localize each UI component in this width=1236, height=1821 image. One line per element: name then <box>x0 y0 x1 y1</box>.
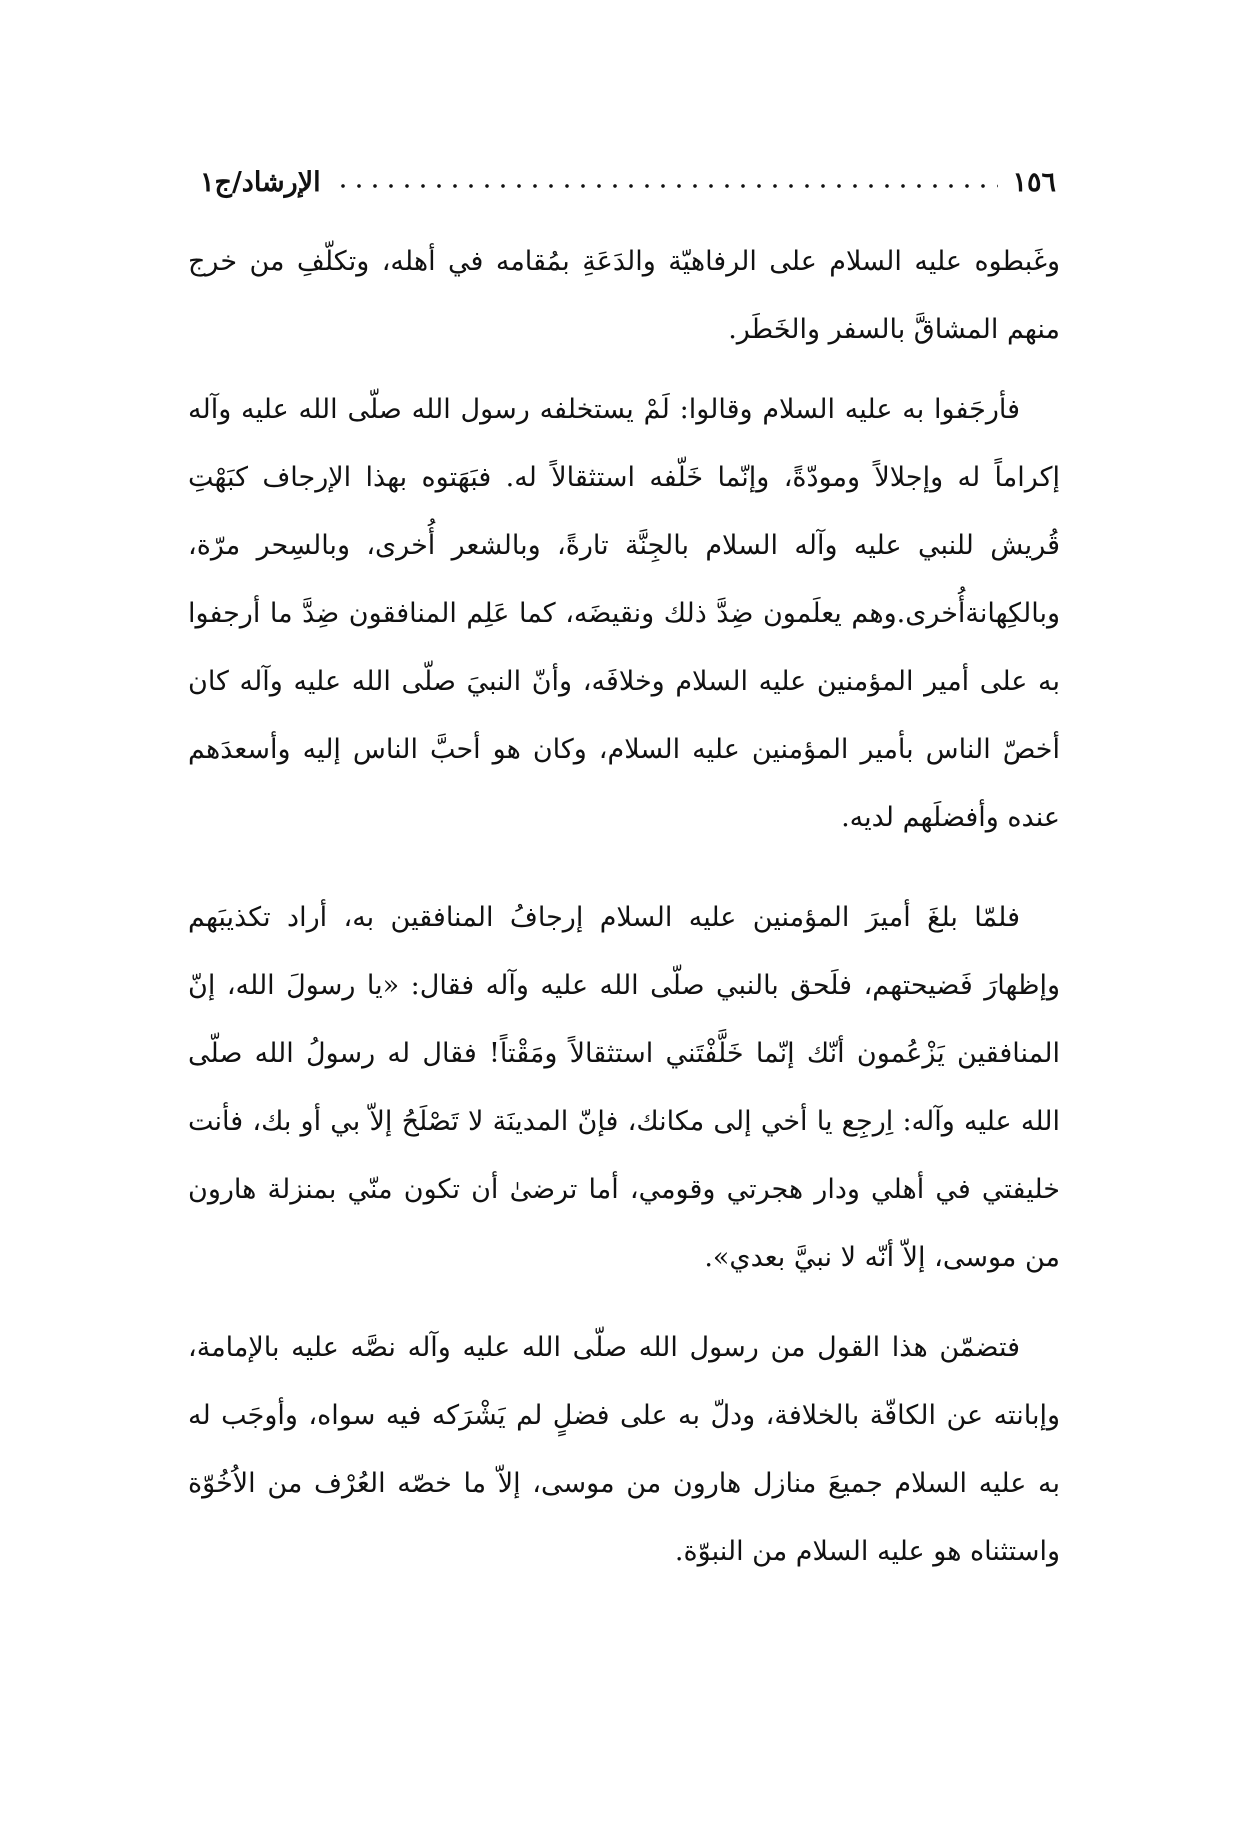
page-number: ١٥٦ <box>1012 166 1056 198</box>
page-body <box>188 228 1060 1586</box>
running-title: الإرشاد/ج١ <box>200 166 321 198</box>
paragraph-1: وغَبطوه عليه السلام على الرفاهيّة والدَعَةِ بمُقامه في أهله، وتكلّفِ من خرج منهم المشاقَّ بالسفر والخَطَر. <box>188 246 1060 345</box>
dot-leader <box>335 184 999 188</box>
paragraph-3: فلمّا بلغَ أميرَ المؤمنين عليه السلام إرجافُ المنافقين به، أراد تكذيبَهم وإظهارَ فَضيحتهم، فلَحق بالنبي صلّى الله عليه وآله فقال: «يا رسولَ الله، إنّ المنافقين يَزْعُمون أنّك إنّما خَلَّفْتَني استثقالاً ومَقْتاً! فقال له رسولُ الله صلّى الله عليه وآله: اِرجِع يا أخي إلى مكانك، فإنّ المدينَة لا تَصْلَحُ إلاّ بي أو بك، فأنت خليفتي في أهلي ودار هجرتي وقومي، أما ترضىٰ أن تكون منّي بمنزلة هارون من موسى، إلاّ أنّه لا نبيَّ بعدي». <box>188 902 1060 1273</box>
paragraph-4: فتضمّن هذا القول من رسول الله صلّى الله عليه وآله نصَّه عليه بالإمامة، وإبانته عن الكافّة بالخلافة، ودلّ به على فضلٍ لم يَشْرَكه فيه سواه، وأوجَب له به عليه السلام جميعَ منازل هارون من موسى، إلاّ ما خصّه العُرْف من الاُخُوّة واستثناه هو عليه السلام من النبوّة. <box>188 1332 1060 1567</box>
paragraph-2: فأرجَفوا به عليه السلام وقالوا: لَمْ يستخلفه رسول الله صلّى الله عليه وآله إكراماً له وإجلالاً ومودّةً، وإنّما خَلّفه استثقالاً له. فبَهَتوه بهذا الإرجاف كبَهْتِ قُريش للنبي عليه وآله السلام بالجِنَّة تارةً، وبالشعر أُخرى، وبالسِحر مرّة، وبالكِهانةأُخرى.وهم يعلَمون ضِدَّ ذلك ونقيضَه، كما عَلِم المنافقون ضِدَّ ما أرجفوا به على أمير المؤمنين عليه السلام وخلافَه، وأنّ النبيَ صلّى الله عليه وآله كان أخصّ الناس بأمير المؤمنين عليه السلام، وكان هو أحبَّ الناس إليه وأسعدَهم عنده وأفضلَهم لديه. <box>188 394 1060 833</box>
running-header <box>200 160 1056 204</box>
